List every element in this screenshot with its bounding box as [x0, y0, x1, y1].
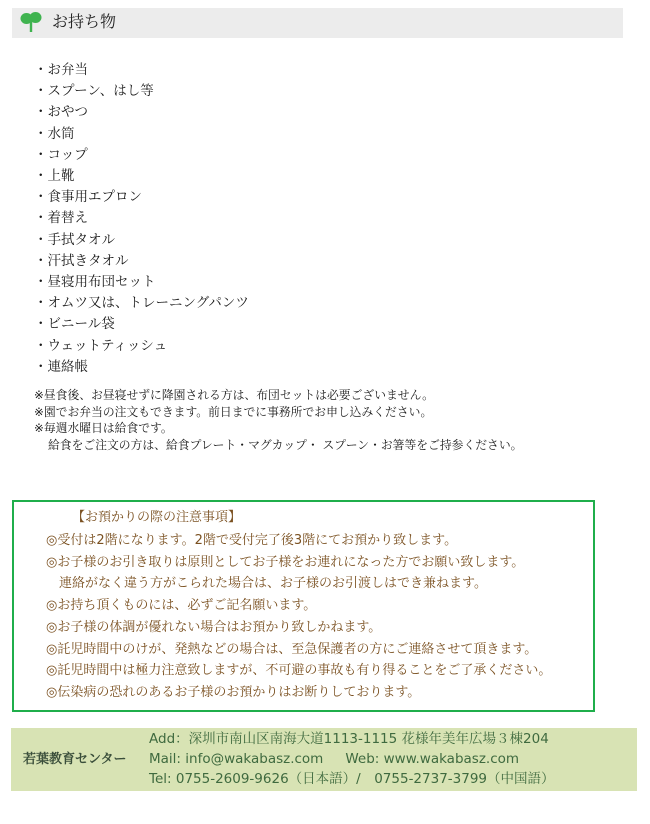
list-item: ・着替え	[34, 210, 88, 227]
list-item: ・連絡帳	[34, 358, 88, 375]
list-item: ・水筒	[34, 125, 75, 142]
caution-line: ◎お子様の体調が優れない場合はお預かり致しかねます。	[46, 619, 382, 635]
caution-line: ◎お子様のお引き取りは原則としてお子様をお連れになった方でお願い致します。	[46, 554, 525, 570]
center-name: 若葉教育センター	[23, 752, 127, 767]
tel-line: Tel: 0755-2609-9626（日本語）/ 0755-2737-3799（中国語）	[149, 771, 555, 787]
note-line: ※毎週水曜日は給食です。	[34, 421, 173, 436]
list-item: ・食事用エプロン	[34, 189, 142, 206]
mail-link[interactable]: Mail: info@wakabasz.com	[149, 751, 324, 767]
list-item: ・ウェットティッシュ	[34, 337, 168, 354]
contact-footer	[11, 728, 637, 791]
sprout-icon	[20, 11, 42, 33]
caution-box	[12, 500, 595, 712]
belongings-list	[34, 60, 249, 378]
list-item: ・上靴	[34, 168, 75, 185]
mail-web-line	[149, 749, 555, 769]
list-item: ・手拭タオル	[34, 231, 115, 248]
note-line: ※園でお弁当の注文もできます。前日までに事務所でお申し込みください。	[34, 404, 433, 419]
caution-line: ◎託児時間中は極力注意致しますが、不可避の事故も有り得ることをご了承ください。	[46, 663, 552, 679]
caution-list	[46, 530, 551, 704]
notes	[34, 387, 522, 453]
list-item: ・汗拭きタオル	[34, 252, 129, 269]
list-item: ・コップ	[34, 146, 88, 163]
list-item: ・おやつ	[34, 104, 88, 121]
web-link[interactable]: Web: www.wakabasz.com	[345, 751, 520, 767]
caution-line: ◎お持ち頂くものには、必ずご記名願います。	[46, 598, 317, 614]
caution-line: ◎託児時間中のけが、発熱などの場合は、至急保護者の方にご連絡させて頂きます。	[46, 641, 538, 657]
list-item: ・お弁当	[34, 62, 88, 78]
list-item: ・オムツ又は、トレーニングパンツ	[34, 295, 249, 312]
list-item: ・昼寝用布団セット	[34, 274, 156, 291]
list-item: ・ビニール袋	[34, 316, 115, 333]
caution-line: ◎伝染病の恐れのあるお子様のお預かりはお断りしております。	[46, 684, 421, 700]
section-title: お持ち物	[52, 12, 117, 31]
section-header	[12, 8, 623, 38]
address-line: Add：深圳市南山区南海大道1113-1115 花様年美年広場３棟204	[149, 731, 549, 747]
caution-line: ◎受付は2階になります。2階で受付完了後3階にてお預かり致します。	[46, 533, 458, 548]
note-line: ※昼食後、お昼寝せずに降園される方は、布団セットは必要ございません。	[34, 388, 434, 402]
note-line: 給食をご注文の方は、給食プレート・マグカップ・ スプーン・お箸等をご持参ください。	[48, 437, 523, 452]
contact-info	[149, 729, 555, 789]
caution-line: 連絡がなく違う方がこられた場合は、お子様のお引渡しはでき兼ねます。	[59, 576, 487, 592]
caution-title: 【お預かりの際の注意事項】	[72, 510, 242, 525]
list-item: ・スプーン、はし等	[34, 83, 154, 100]
